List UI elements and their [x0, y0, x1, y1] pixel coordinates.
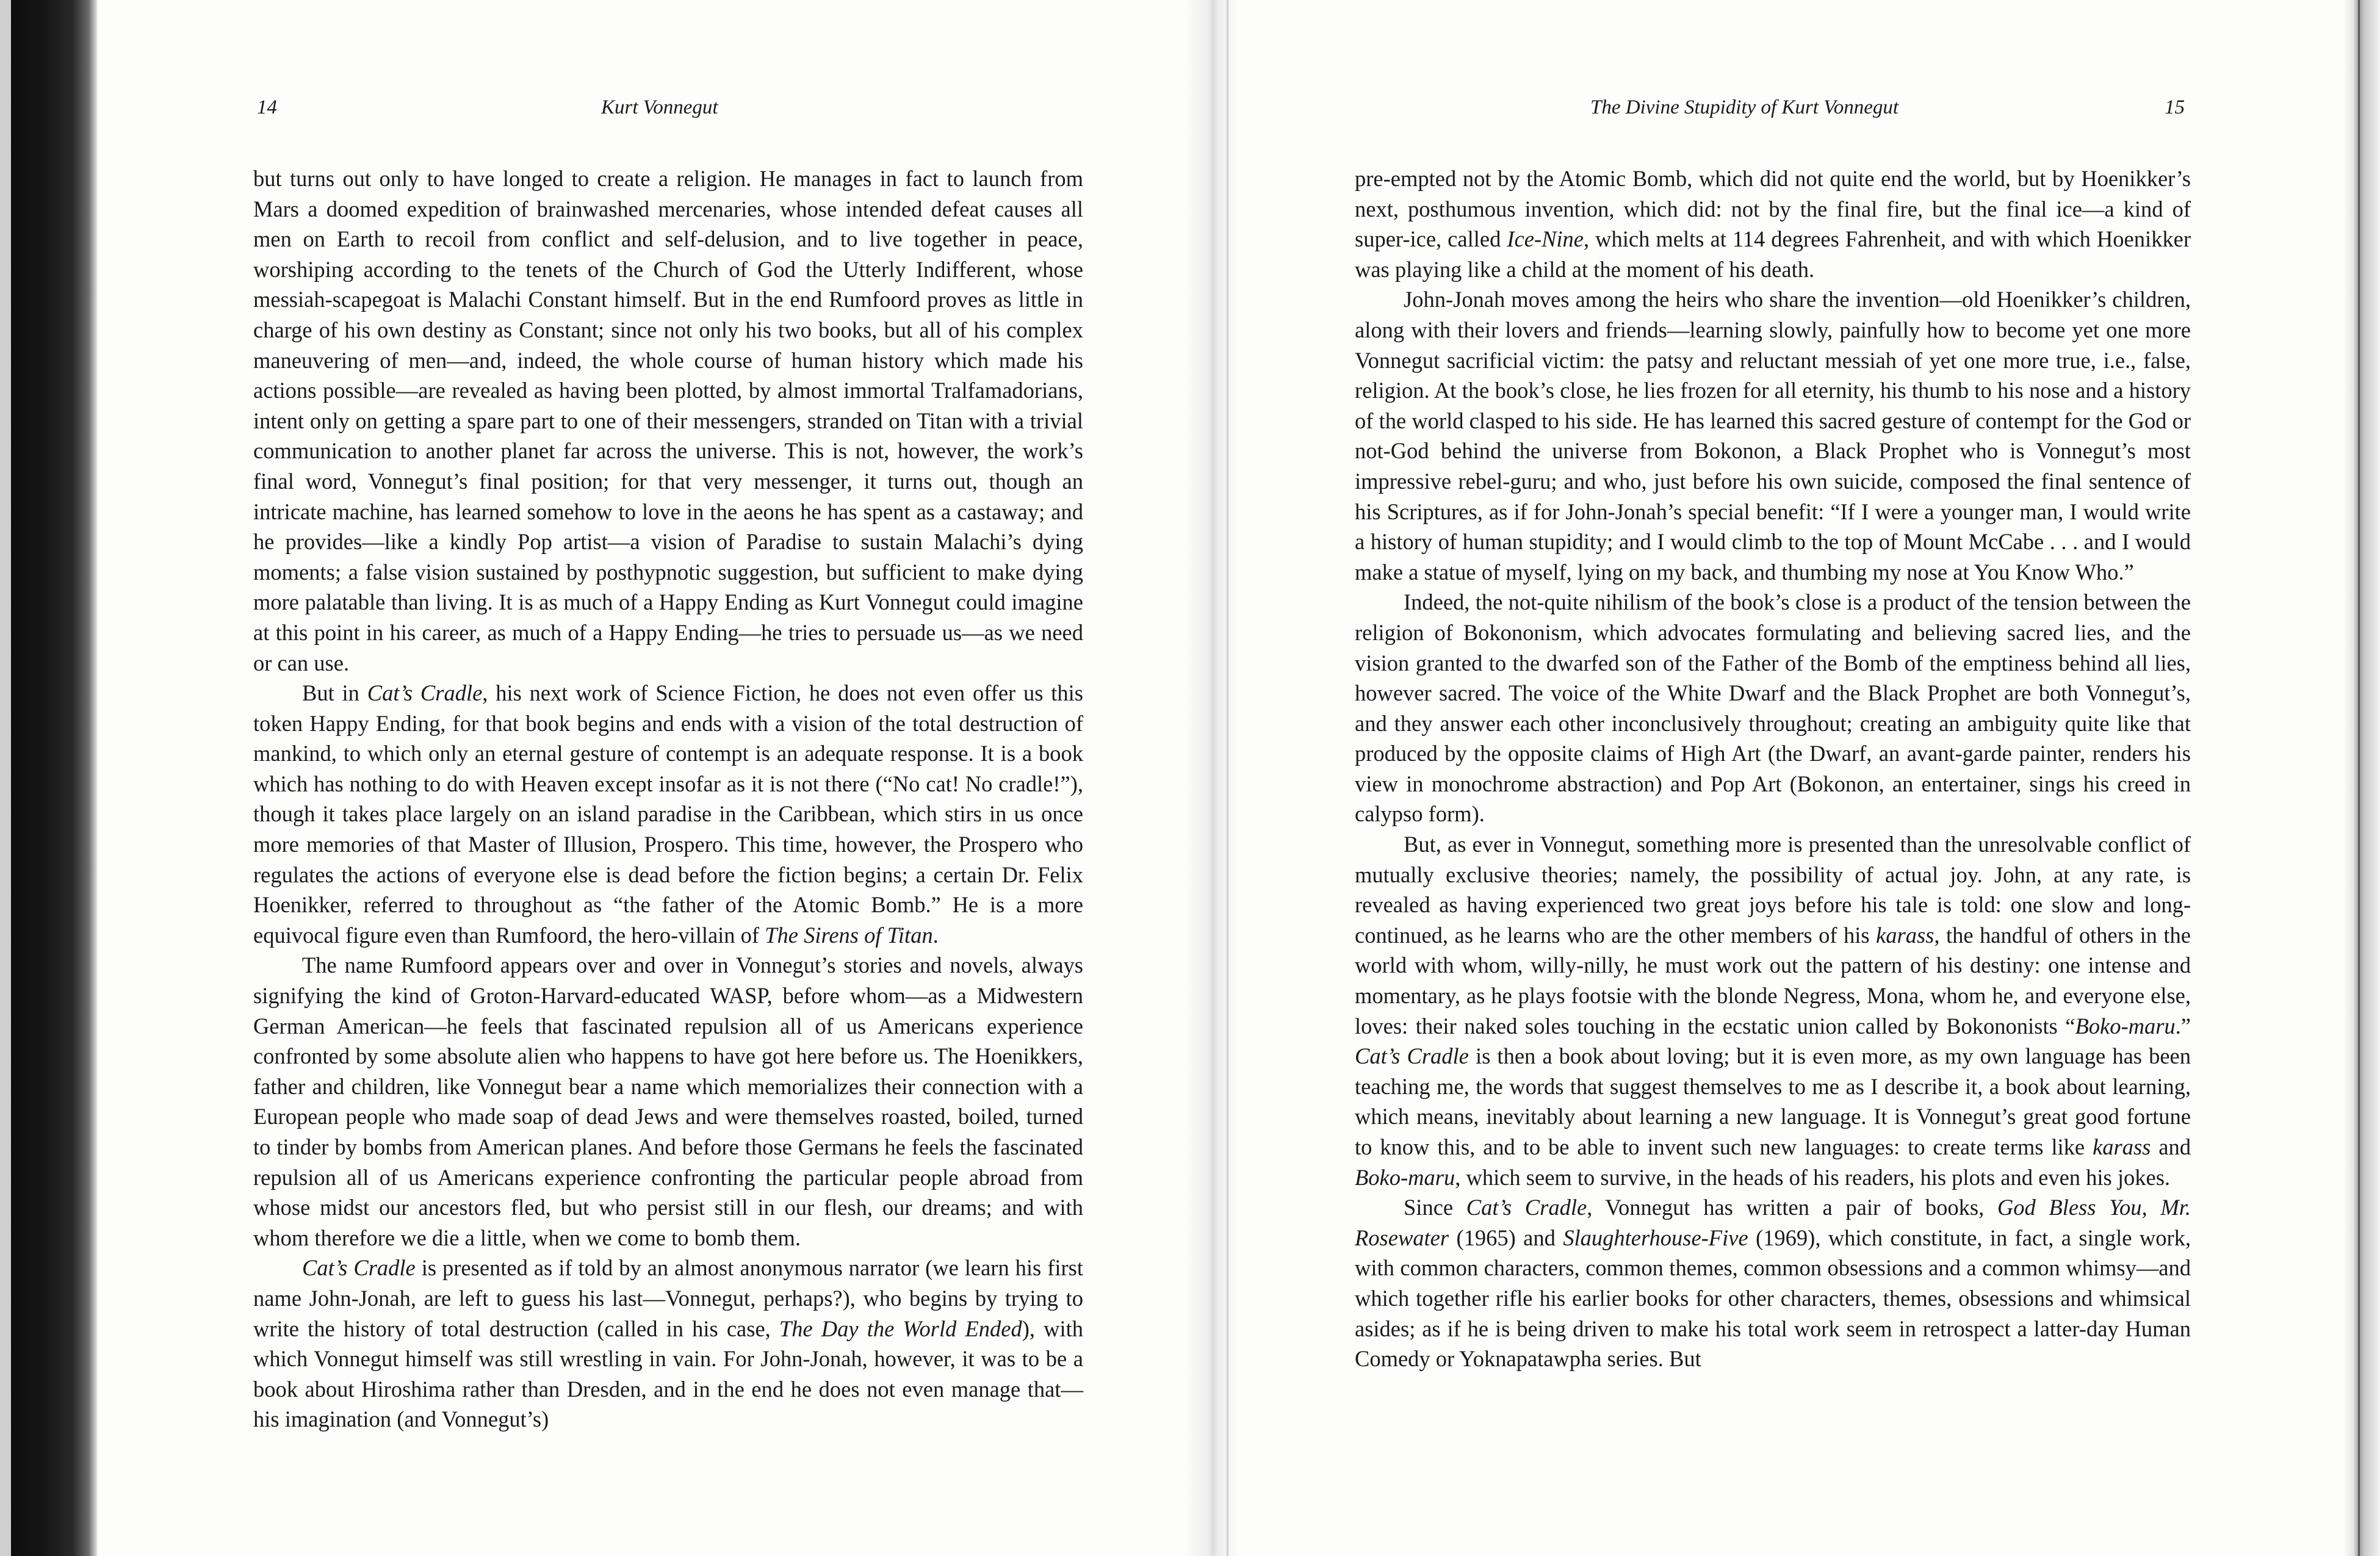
- running-head-title: The Divine Stupidity of Kurt Vonnegut: [1590, 96, 1899, 118]
- italic-title-text: Cat’s Cradle: [1466, 1195, 1587, 1220]
- left-running-head: [253, 96, 1083, 127]
- paragraph-text: Since: [1404, 1195, 1466, 1220]
- right-running-head: [1355, 96, 2191, 127]
- page-number: 15: [2165, 96, 2185, 118]
- left-page-body: [253, 164, 1083, 1435]
- body-paragraph: [1355, 829, 2191, 1192]
- paragraph-text: ), with which Vonnegut himself was still wrestling in vain. For John-Jonah, however, it was to be a book about Hiroshima rather than Dresden, and in the end he does not even manage that—his imagination (and Vonnegut’s): [253, 1316, 1083, 1432]
- right-page: [1355, 0, 2191, 1556]
- italic-title-text: The Day the World Ended: [779, 1316, 1022, 1341]
- italic-title-text: Boko-maru: [2075, 1013, 2176, 1039]
- book-binding-shadow: [0, 0, 98, 1556]
- italic-title-text: Cat’s Cradle: [1355, 1043, 1469, 1069]
- body-paragraph: [1355, 1192, 2191, 1374]
- body-paragraph: [1355, 164, 2191, 284]
- italic-title-text: Cat’s Cradle: [367, 680, 483, 706]
- paragraph-text: , his next work of Science Fiction, he does not even offer us this token Happy Ending, for that book begins and ends with a vision of the total destruction of mankind, to which only an eternal gesture of contempt is an adequate response. It is a book which has nothing to do with Heaven except insofar as it is not there (“No cat! No cradle!”), though it takes place largely on an island paradise in the Caribbean, which stirs in us once more memories of that Master of Illusion, Prospero. This time, however, the Prospero who regulates the actions of everyone else is dead before the fiction begins; a certain Dr. Felix Hoenikker, referred to throughout as “the father of the Atomic Bomb.” He is a more equivocal figure even than Rumfoord, the hero-villain of: [253, 680, 1083, 948]
- paragraph-text: , the handful of others in the world with whom, willy-nilly, he must work out the pattern of his destiny: one intense and momentary, as he plays footsie with the blonde Negress, Mona, whom he, and everyone else, loves: their naked soles touching in the ecstatic union called by Bokononists “: [1355, 922, 2191, 1039]
- body-paragraph: [253, 164, 1083, 678]
- paragraph-text: .: [932, 922, 939, 948]
- left-page: [253, 0, 1083, 1556]
- right-page-edge: [2343, 0, 2380, 1556]
- italic-title-text: Slaughterhouse-Five: [1563, 1225, 1748, 1250]
- body-paragraph: [1355, 587, 2191, 829]
- page-number: 14: [257, 96, 277, 118]
- italic-title-text: Cat’s Cradle: [302, 1255, 416, 1281]
- paragraph-text: But, as ever in Vonnegut, something more is presented than the unresolvable conflict of mutually exclusive theories; namely, the possibility of actual joy. John, at any rate, is revealed as having experienced two great joys before his tale is told: one slow and long-continued, as he learns who are the other members of his: [1355, 832, 2191, 948]
- right-page-body: [1355, 164, 2191, 1374]
- italic-title-text: God Bless You, Mr. Rosewater: [1355, 1195, 2191, 1250]
- paragraph-text: .”: [2175, 1013, 2191, 1039]
- paragraph-text: but turns out only to have longed to create a religion. He manages in fact to launch from Mars a doomed expedition of brainwashed mercenaries, whose intended defeat causes all men on Earth to recoil from conflict and self-delusion, and to live together in peace, worshiping according to the tenets of the Church of God the Utterly Indifferent, whose messiah-scapegoat is Malachi Constant himself. But in the end Rumfoord proves as little in charge of his own destiny as Constant; since not only his two books, but all of his complex maneuvering of men—and, indeed, the whole course of human history which made his actions possible—are revealed as having been plotted, by almost immortal Tralfamadorians, intent only on getting a spare part to one of their messengers, stranded on Titan with a trivial communication to another planet far across the universe. This is not, however, the work’s final word, Vonnegut’s final position; for that very messenger, it turns out, though an intricate machine, has learned somehow to love in the aeons he has spent as a castaway; and he provides—like a kindly Pop artist—a vision of Paradise to sustain Malachi’s dying moments; a false vision sustained by posthypnotic suggestion, but sufficient to make dying more palatable than living. It is as much of a Happy Ending as Kurt Vonnegut could imagine at this point in his career, as much of a Happy Ending—he tries to persuade us—as we need or can use.: [253, 166, 1083, 675]
- paragraph-text: (1965) and: [1449, 1225, 1563, 1250]
- body-paragraph: [1355, 284, 2191, 587]
- paragraph-text: and: [2151, 1134, 2191, 1159]
- italic-title-text: Ice-Nine: [1507, 226, 1584, 252]
- body-paragraph: [253, 1253, 1083, 1435]
- body-paragraph: [253, 678, 1083, 950]
- paragraph-text: , which seem to survive, in the heads of his readers, his plots and even his jokes.: [1455, 1164, 2171, 1190]
- paragraph-text: The name Rumfoord appears over and over in Vonnegut’s stories and novels, always signifying the kind of Groton-Harvard-educated WASP, before whom—as a Midwestern German American—he feels that fascinated repulsion all of us Americans experience confronted by some absolute alien who happens to have got here before us. The Hoenikkers, father and children, like Vonnegut bear a name which memorializes their connection with a European people who made soap of dead Jews and were themselves roasted, boiled, turned to tinder by bombs from American planes. And before those Germans he feels the fascinated repulsion all of us Americans experience confronting the particular people abroad from whose midst our ancestors fled, but who persist still in our flesh, our dreams; and with whom therefore we die a little, when we come to bomb them.: [253, 953, 1083, 1250]
- paragraph-text: Indeed, the not-quite nihilism of the book’s close is a product of the tension between the religion of Bokononism, which advocates formulating and believing sacred lies, and the vision granted to the dwarfed son of the Father of the Bomb of the emptiness behind all lies, however sacred. The voice of the White Dwarf and the Black Prophet are both Vonnegut’s, and they answer each other inconclusively throughout; creating an ambiguity quite like that produced by the opposite claims of High Art (the Dwarf, an avant-garde painter, renders his view in monochrome abstraction) and Pop Art (Bokonon, an entertainer, sings his creed in calypso form).: [1355, 589, 2191, 827]
- paragraph-text: John-Jonah moves among the heirs who share the invention—old Hoenikker’s children, along with their lovers and friends—learning slowly, painfully how to become yet one more Vonnegut sacrificial victim: the patsy and reluctant messiah of yet one more true, i.e., false, religion. At the book’s close, he lies frozen for all eternity, his thumb to his nose and a history of the world clasped to his side. He has learned this sacred gesture of contempt for the God or not-God behind the universe from Bokonon, a Black Prophet who is Vonnegut’s most impressive rebel-guru; and who, just before his own suicide, composed the final sentence of his Scriptures, as if for John-Jonah’s special benefit: “If I were a younger man, I would write a history of human stupidity; and I would climb to the top of Mount McCabe . . . and I would make a statue of myself, lying on my back, and thumbing my nose at You Know Who.”: [1355, 287, 2191, 585]
- running-head-title: Kurt Vonnegut: [601, 96, 718, 118]
- italic-title-text: Boko-maru: [1355, 1164, 1455, 1190]
- body-paragraph: [253, 950, 1083, 1253]
- italic-title-text: karass: [1876, 922, 1935, 948]
- italic-title-text: karass: [2093, 1134, 2151, 1159]
- paragraph-text: is then a book about loving; but it is even more, as my own language has been teaching me, the words that suggest themselves to me as I describe it, a book about learning, which means, inevitably about learning a new language. It is Vonnegut’s great good fortune to know this, and to be able to invent such new languages: to create terms like: [1355, 1043, 2191, 1159]
- gutter-fold-line: [1227, 0, 1228, 1556]
- paragraph-text: But in: [302, 680, 367, 706]
- paragraph-text: is presented as if told by an almost anonymous narrator (we learn his first name John-Jonah, are left to guess his last—Vonnegut, perhaps?), who begins by trying to write the history of total destruction (called in his case,: [253, 1255, 1084, 1341]
- paragraph-text: pre-empted not by the Atomic Bomb, which did not quite end the world, but by Hoenikker’s next, posthumous invention, which did: not by the final fire, but the final ice—a kind of super-ice, called: [1355, 166, 2191, 252]
- paragraph-text: (1969), which constitute, in fact, a single work, with common characters, common themes, common obsessions and a common whimsy—and which together rifle his earlier books for other characters, themes, obsessions and whimsical asides; as if he is being driven to make his total work seem in retrospect a latter-day Human Comedy or Yoknapatawpha series. But: [1355, 1225, 2191, 1372]
- italic-title-text: The Sirens of Titan: [765, 922, 933, 948]
- paragraph-text: , which melts at 114 degrees Fahrenheit, and with which Hoenikker was playing like a child at the moment of his death.: [1355, 226, 2191, 282]
- center-gutter: [1184, 0, 1239, 1556]
- paragraph-text: , Vonnegut has written a pair of books,: [1587, 1195, 1997, 1220]
